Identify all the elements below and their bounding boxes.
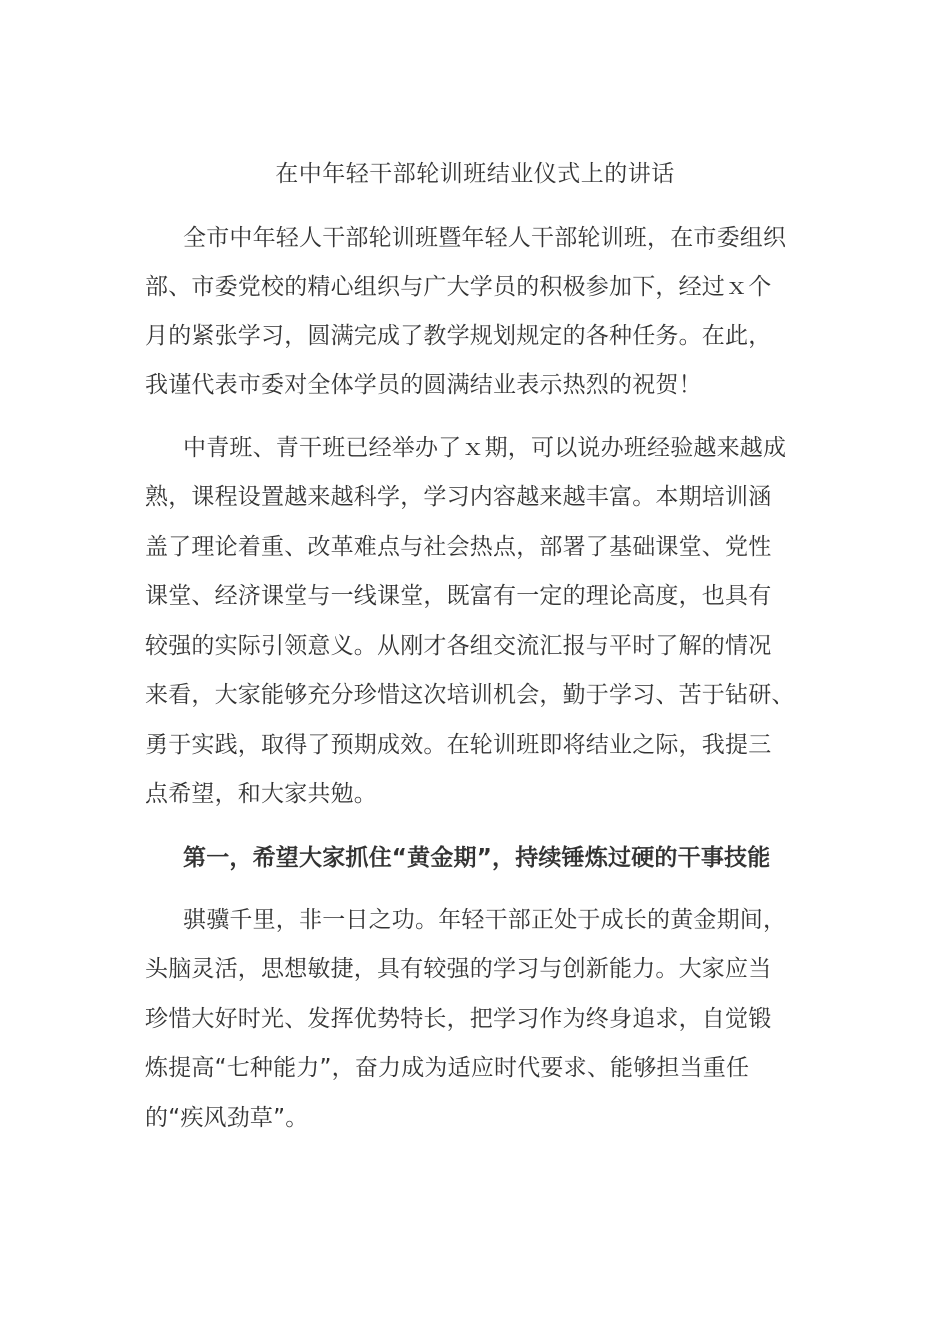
paragraph-3-line-2: 头脑灵活，思想敏捷，具有较强的学习与创新能力。大家应当 (145, 956, 772, 982)
paragraph-3-line-3: 珍惜大好时光、发挥优势特长，把学习作为终身追求，自觉锻 (145, 1006, 772, 1032)
paragraph-2-line-7: 勇于实践，取得了预期成效。在轮训班即将结业之际，我提三 (145, 732, 772, 758)
paragraph-1-line-1: 全市中年轻人干部轮训班暨年轻人干部轮训班，在市委组织 (183, 225, 787, 251)
paragraph-2-line-8: 点希望，和大家共勉。 (145, 781, 377, 807)
paragraph-2-line-6: 来看，大家能够充分珍惜这次培训机会，勤于学习、苦于钻研、 (145, 682, 795, 708)
paragraph-3-line-5: 的“疾风劲草”。 (145, 1105, 309, 1131)
paragraph-2-line-3: 盖了理论着重、改革难点与社会热点，部署了基础课堂、党性 (145, 534, 772, 560)
section-heading-1: 第一，希望大家抓住“黄金期”，持续锤炼过硬的干事技能 (183, 845, 771, 871)
paragraph-2-line-5: 较强的实际引领意义。从刚才各组交流汇报与平时了解的情况 (145, 633, 772, 659)
document-title: 在中年轻干部轮训班结业仪式上的讲话 (275, 161, 675, 187)
paragraph-1-line-3: 月的紧张学习，圆满完成了教学规划规定的各种任务。在此， (145, 323, 772, 349)
paragraph-3-line-4: 炼提高“七种能力”，奋力成为适应时代要求、能够担当重任 (145, 1055, 750, 1081)
paragraph-1-line-4: 我谨代表市委对全体学员的圆满结业表示热烈的祝贺！ (145, 372, 702, 398)
paragraph-2-line-2: 熟，课程设置越来越科学，学习内容越来越丰富。本期培训涵 (145, 484, 772, 510)
paragraph-2-line-4: 课堂、经济课堂与一线课堂，既富有一定的理论高度，也具有 (145, 583, 772, 609)
paragraph-3-line-1: 骐骥千里，非一日之功。年轻干部正处于成长的黄金期间， (183, 907, 787, 933)
paragraph-1-line-2: 部、市委党校的精心组织与广大学员的积极参加下，经过ｘ个 (145, 274, 772, 300)
paragraph-2-line-1: 中青班、青干班已经举办了ｘ期，可以说办班经验越来越成 (183, 435, 787, 461)
